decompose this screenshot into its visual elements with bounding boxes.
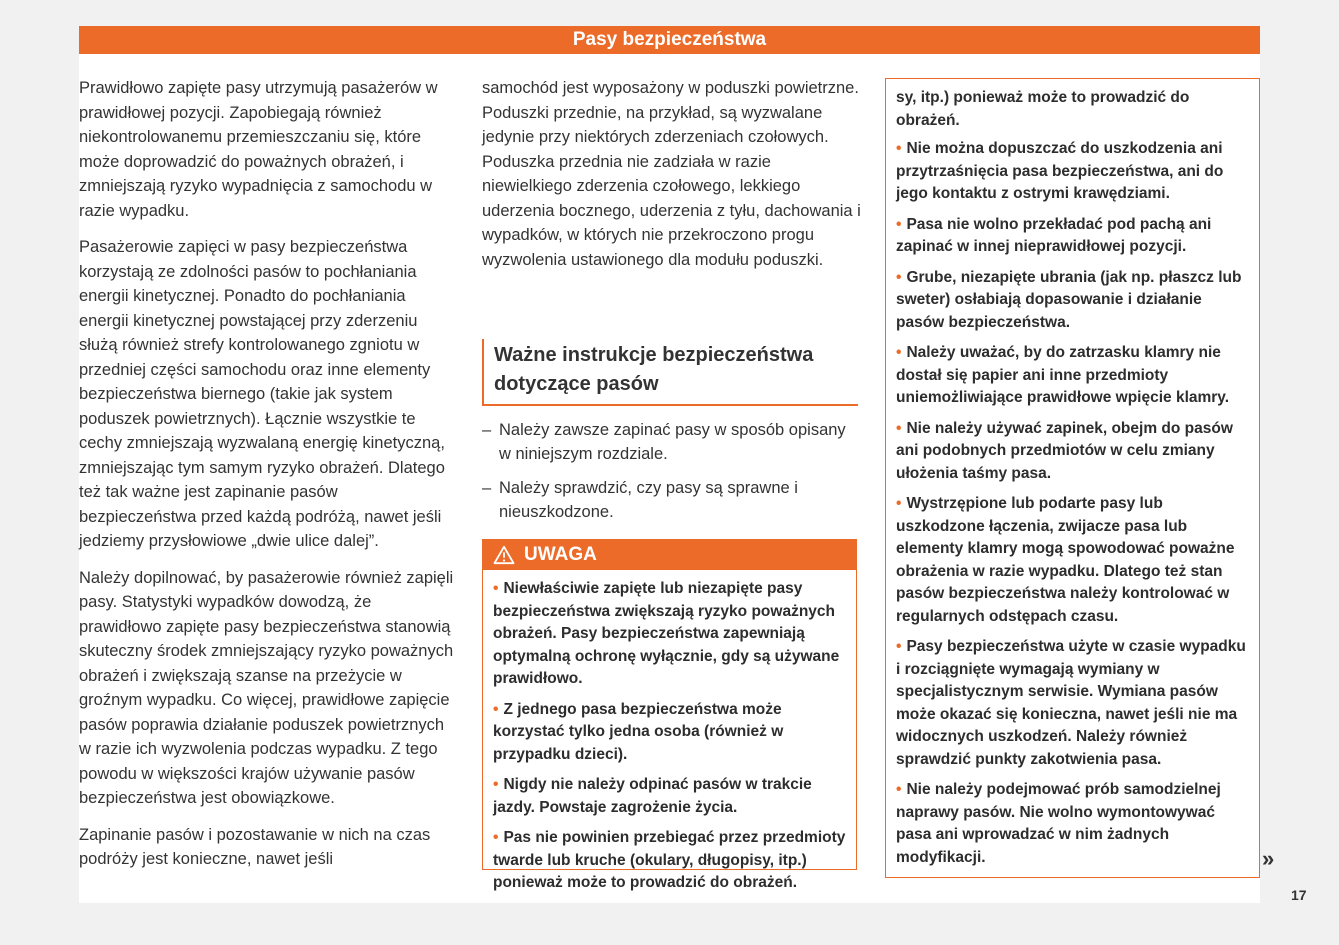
bullet-dot: • (493, 580, 499, 597)
bullet-dot: • (896, 781, 902, 798)
paragraph: Pasażerowie zapięci w pasy bezpieczeństwa korzystają ze zdolności pasów to pochłaniania energii kinetycznej. Ponadto do pochłaniania energii kinetycznej powstającej przy zderzeniu służą również strefy kontrolowanego zgniotu w przedniej części samochodu oraz inne elementy bezpieczeństwa biernego (takie jak system poduszek powietrznych). Łącznie wszystkie te cechy zmniejszają wyzwalaną energię kinetyczną, zmniejszając tym samym ryzyko obrażeń. Dlatego też tak ważne jest zapinanie pasów bezpieczeństwa przed każdą podróżą, nawet jeśli jedziemy przysłowiowe „dwie ulice dalej”. (79, 238, 445, 550)
page-number: 17 (1291, 887, 1307, 903)
instruction-item (482, 476, 858, 524)
warning-item: • Pas nie powinien przebiegać przez przedmioty twarde lub kruche (okulary, długopisy, itp.) ponieważ może to prowadzić do obrażeń. (493, 829, 846, 891)
paragraph: Należy dopilnować, by pasażerowie również zapięli pasy. Statystyki wypadków dowodzą, że prawidłowo zapięte pasy bezpieczeństwa stanowią skuteczny środek zmniejszający ryzyko poważnych obrażeń i zwiększają szanse na przeżycie w groźnym wypadku. Co więcej, prawidłowe zapięcie pasów poprawia działanie poduszek powietrznych w razie ich wyzwolenia podczas wypadku. Z tego powodu w większości krajów używanie pasów bezpieczeństwa jest obowiązkowe. (79, 568, 454, 807)
continue-arrow-icon: » (1262, 846, 1275, 871)
instruction-text: Należy sprawdzić, czy pasy są sprawne i nieuszkodzone. (499, 479, 798, 521)
bullet-dot: • (896, 140, 902, 157)
warning-item: • Nie należy podejmować prób samodzielnej naprawy pasów. Nie wolno wymontowywać pasa ani wprowadzać w nim żadnych modyfikacji. (896, 781, 1221, 866)
left-column (79, 76, 454, 884)
warning-header (483, 540, 856, 570)
bullet-dot: • (493, 829, 499, 846)
warning-item: • Z jednego pasa bezpieczeństwa może korzystać tylko jedna osoba (również w przypadku dzieci). (493, 700, 784, 763)
dash-marker: – (482, 479, 492, 497)
warning-label: UWAGA (524, 544, 597, 565)
bullet-dot: • (493, 700, 499, 718)
bullet-dot: • (896, 268, 902, 286)
warning-item: • Pasa nie wolno przekładać pod pachą ani zapinać w innej nieprawidłowej pozycji. (896, 215, 1212, 255)
chapter-header (79, 26, 1260, 54)
dash-marker: – (482, 421, 492, 439)
bullet-dot: • (896, 344, 902, 361)
warning-triangle-icon (493, 545, 515, 565)
warning-box (482, 539, 857, 891)
warning-item: • Nie należy używać zapinek, obejm do pasów ani podobnych przedmiotów w celu zmiany ułożenia taśmy pasa. (896, 419, 1233, 482)
warning-item: • Należy uważać, by do zatrzasku klamry nie dostał się papier ani inne przedmioty uniemożliwiające prawidłowe wpięcie klamry. (896, 344, 1230, 406)
section-heading: Ważne instrukcje bezpieczeństwa dotyczące pasów (482, 339, 858, 406)
bullet-dot: • (896, 215, 902, 233)
warning-list-continued (886, 132, 1259, 869)
bullet-dot: • (493, 776, 499, 793)
chapter-title: Pasy bezpieczeństwa (572, 29, 767, 50)
warning-item: • Grube, niezapięte ubrania (jak np. płaszcz lub sweter) osłabiają dopasowanie i działanie pasów bezpieczeństwa. (896, 268, 1242, 331)
warning-item: • Nigdy nie należy odpinać pasów w trakcie jazdy. Powstaje zagrożenie życia. (493, 776, 812, 816)
warning-item: • Nie można dopuszczać do uszkodzenia ani przytrzaśnięcia pasa bezpieczeństwa, ani do jego kontaktu z ostrymi krawędziami. (896, 140, 1224, 202)
warning-item: • Niewłaściwie zapięte lub niezapięte pasy bezpieczeństwa zwiększają ryzyko poważnych obrażeń. Pasy bezpieczeństwa zapewniają optymalną ochronę wyłącznie, gdy są używane prawidłowo. (493, 580, 840, 687)
instruction-text: Należy zawsze zapinać pasy w sposób opisany w niniejszym rozdziale. (499, 421, 846, 463)
bullet-dot: • (896, 638, 902, 655)
warning-item: • Pasy bezpieczeństwa użyte w czasie wypadku i rozciągnięte wymagają wymiany w specjalistycznym serwisie. Wymiana pasów może okazać się konieczna, nawet jeśli nie ma widocznych uszkodzeń. Należy również sprawdzić punkty zakotwienia pasa. (896, 638, 1246, 768)
paragraph: Zapinanie pasów i pozostawanie w nich na czas podróży jest konieczne, nawet jeśli (79, 825, 431, 868)
warning-continuation: sy, itp.) ponieważ może to prowadzić do obrażeń. (896, 89, 1190, 129)
bullet-dot: • (896, 419, 902, 437)
warning-box-continued (885, 78, 1260, 878)
paragraph: Prawidłowo zapięte pasy utrzymują pasażerów w prawidłowej pozycji. Zapobiegają również niekontrolowanemu przemieszczaniu się, które może doprowadzić do poważnych obrażeń, i zmniejszają ryzyko wypadnięcia z samochodu w razie wypadku. (79, 79, 438, 220)
bullet-dot: • (896, 495, 902, 512)
middle-column (482, 76, 862, 284)
warning-item: • Wystrzępione lub podarte pasy lub uszkodzone łączenia, zwijacze pasa lub elementy klamry mogą spowodować poważne obrażenia w razie wypadku. Dlatego też stan pasów bezpieczeństwa należy kontrolować w regularnych odstępach czasu. (896, 495, 1235, 625)
warning-list (483, 570, 856, 895)
paragraph-continuation: samochód jest wyposażony w poduszki powietrzne. Poduszki przednie, na przykład, są wyzwalane jedynie przy niektórych zderzeniach czołowych. Poduszka przednia nie zadziała w razie niewielkiego zderzenia czołowego, lekkiego uderzenia bocznego, uderzenia z tyłu, dachowania i wypadków, w których nie przekroczono progu wyzwolenia ustawionego dla modułu poduszki. (482, 79, 861, 269)
instruction-item (482, 418, 858, 466)
instruction-list (482, 418, 858, 534)
